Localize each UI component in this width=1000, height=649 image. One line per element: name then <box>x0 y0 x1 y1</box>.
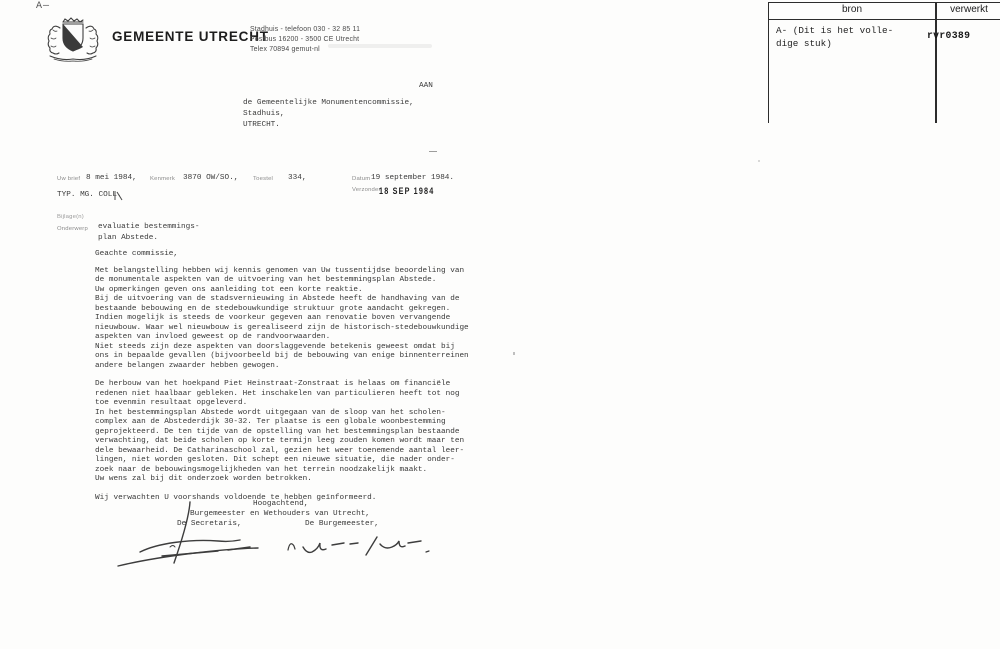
datum-label: Datum <box>352 176 371 182</box>
onderwerp-label: Onderwerp <box>57 226 88 232</box>
closing-hoogachtend: Hoogachtend, <box>253 500 309 508</box>
kenmerk-value: 3870 OW/SO., <box>183 174 239 182</box>
routing-column-divider <box>935 3 937 123</box>
scan-speck-artifact <box>758 160 760 162</box>
body-paragraph-3: Wij verwachten U voorshands voldoende te hebben geïnformeerd. <box>95 493 377 502</box>
scan-smudge-artifact <box>328 44 432 48</box>
recipient-address: de Gemeentelijke Monumentencommissie, Stadhuis, UTRECHT. <box>243 99 414 130</box>
secretary-title: De Secretaris, <box>177 520 242 528</box>
scan-dash-artifact <box>429 151 437 152</box>
signatures <box>100 492 440 582</box>
bron-column-header: bron <box>841 4 862 15</box>
uw-brief-label: Uw brief <box>57 176 81 182</box>
closing-college-line: Burgemeester en Wethouders van Utrecht, <box>190 510 370 518</box>
mayor-signature <box>288 537 429 555</box>
verwerkt-column-header: verwerkt <box>950 4 988 15</box>
toestel-value: 334, <box>288 174 307 182</box>
mayor-title: De Burgemeester, <box>305 520 379 528</box>
body-paragraph-2: De herbouw van het hoekpand Piet Heinstraat-Zonstraat is helaas om financiële redenen niet haalbaar gebleken. Het inschakelen van particulieren heeft tot nog toe evenmin resultaat opgeleverd. In het bestemmingsplan Abstede wordt uitgegaan van de sloop van het scholen- complex aan de Abstederdijk 30-32. Ter plaatse is een globale woonbestemming geprojekteerd. De ten tijde van de opstelling van het bestemmingsplan bestaande verwachting, dat beide scholen op korte termijn leeg zouden komen wordt maar ten dele bewaarheid. De Catharinaschool zal, gezien het weer toenemende aantal leer- lingen, niet worden gesloten. Dit schept een nieuwe situatie, die nader onder- zoek naar de bebouwingsmogelijkheden van het terrein noodzakelijk maakt. Uw wens zal bij dit onderzoek worden betrokken. <box>95 380 465 483</box>
handwritten-tick-icon <box>112 189 126 207</box>
uw-brief-value: 8 mei 1984, <box>86 174 137 182</box>
salutation: Geachte commissie, <box>95 250 179 258</box>
aan-label: AAN <box>419 82 433 90</box>
onderwerp-value: evaluatie bestemmings- plan Abstede. <box>98 223 200 242</box>
typist-reference: TYP. MG. COLL. <box>57 191 122 199</box>
secretary-signature <box>118 502 258 566</box>
corner-mark: A— <box>36 1 51 12</box>
bron-note: A- (Dit is het volle- dige stuk) <box>776 25 894 49</box>
letterhead-contact-info: Stadhuis - telefoon 030 - 32 85 11 Postbus 16200 - 3500 CE Utrecht Telex 70894 gemut-nl <box>250 26 361 53</box>
body-paragraph-1: Met belangstelling hebben wij kennis genomen van Uw tussentijdse beoordeling van de monumentale aspekten van de uitvoering van het bestemmingsplan Abstede. Uw opmerkingen geven ons aanleiding tot een korte reaktie. Bij de uitvoering van de stadsvernieuwing in Abstede heeft de handhaving van de bestaande bebouwing en de stedebouwkundige struktuur grote aandacht gekregen. Indien mogelijk is steeds de voorkeur gegeven aan renovatie boven vervangende nieuwbouw. Waar wel nieuwbouw is gerealiseerd zijn de historisch-stedebouwkundige aspekten van invloed geweest op de randvoorwaarden. Niet steeds zijn deze aspekten van doorslaggevende betekenis geweest omdat bij ons in bepaalde gevallen (bijvoorbeeld bij de bebouwing van enige binnenterreinen andere belangen zwaarder hebben gewogen. <box>95 266 469 370</box>
datum-value: 19 september 1984. <box>371 174 455 182</box>
verwerkt-code: rvr0389 <box>927 30 971 41</box>
routing-table <box>768 2 1000 123</box>
toestel-label: Toestel <box>253 176 274 182</box>
municipality-name: GEMEENTE UTRECHT <box>112 29 269 44</box>
letter-body <box>95 250 487 512</box>
bijlagen-label: Bijlage(n) <box>57 214 84 220</box>
scan-speck-artifact <box>513 352 515 355</box>
date-received-stamp: 18 SEP 1984 <box>379 185 435 197</box>
utrecht-coat-of-arms-icon <box>44 16 102 68</box>
verzonden-label: Verzonden <box>352 187 382 193</box>
kenmerk-label: Kenmerk <box>150 176 175 182</box>
